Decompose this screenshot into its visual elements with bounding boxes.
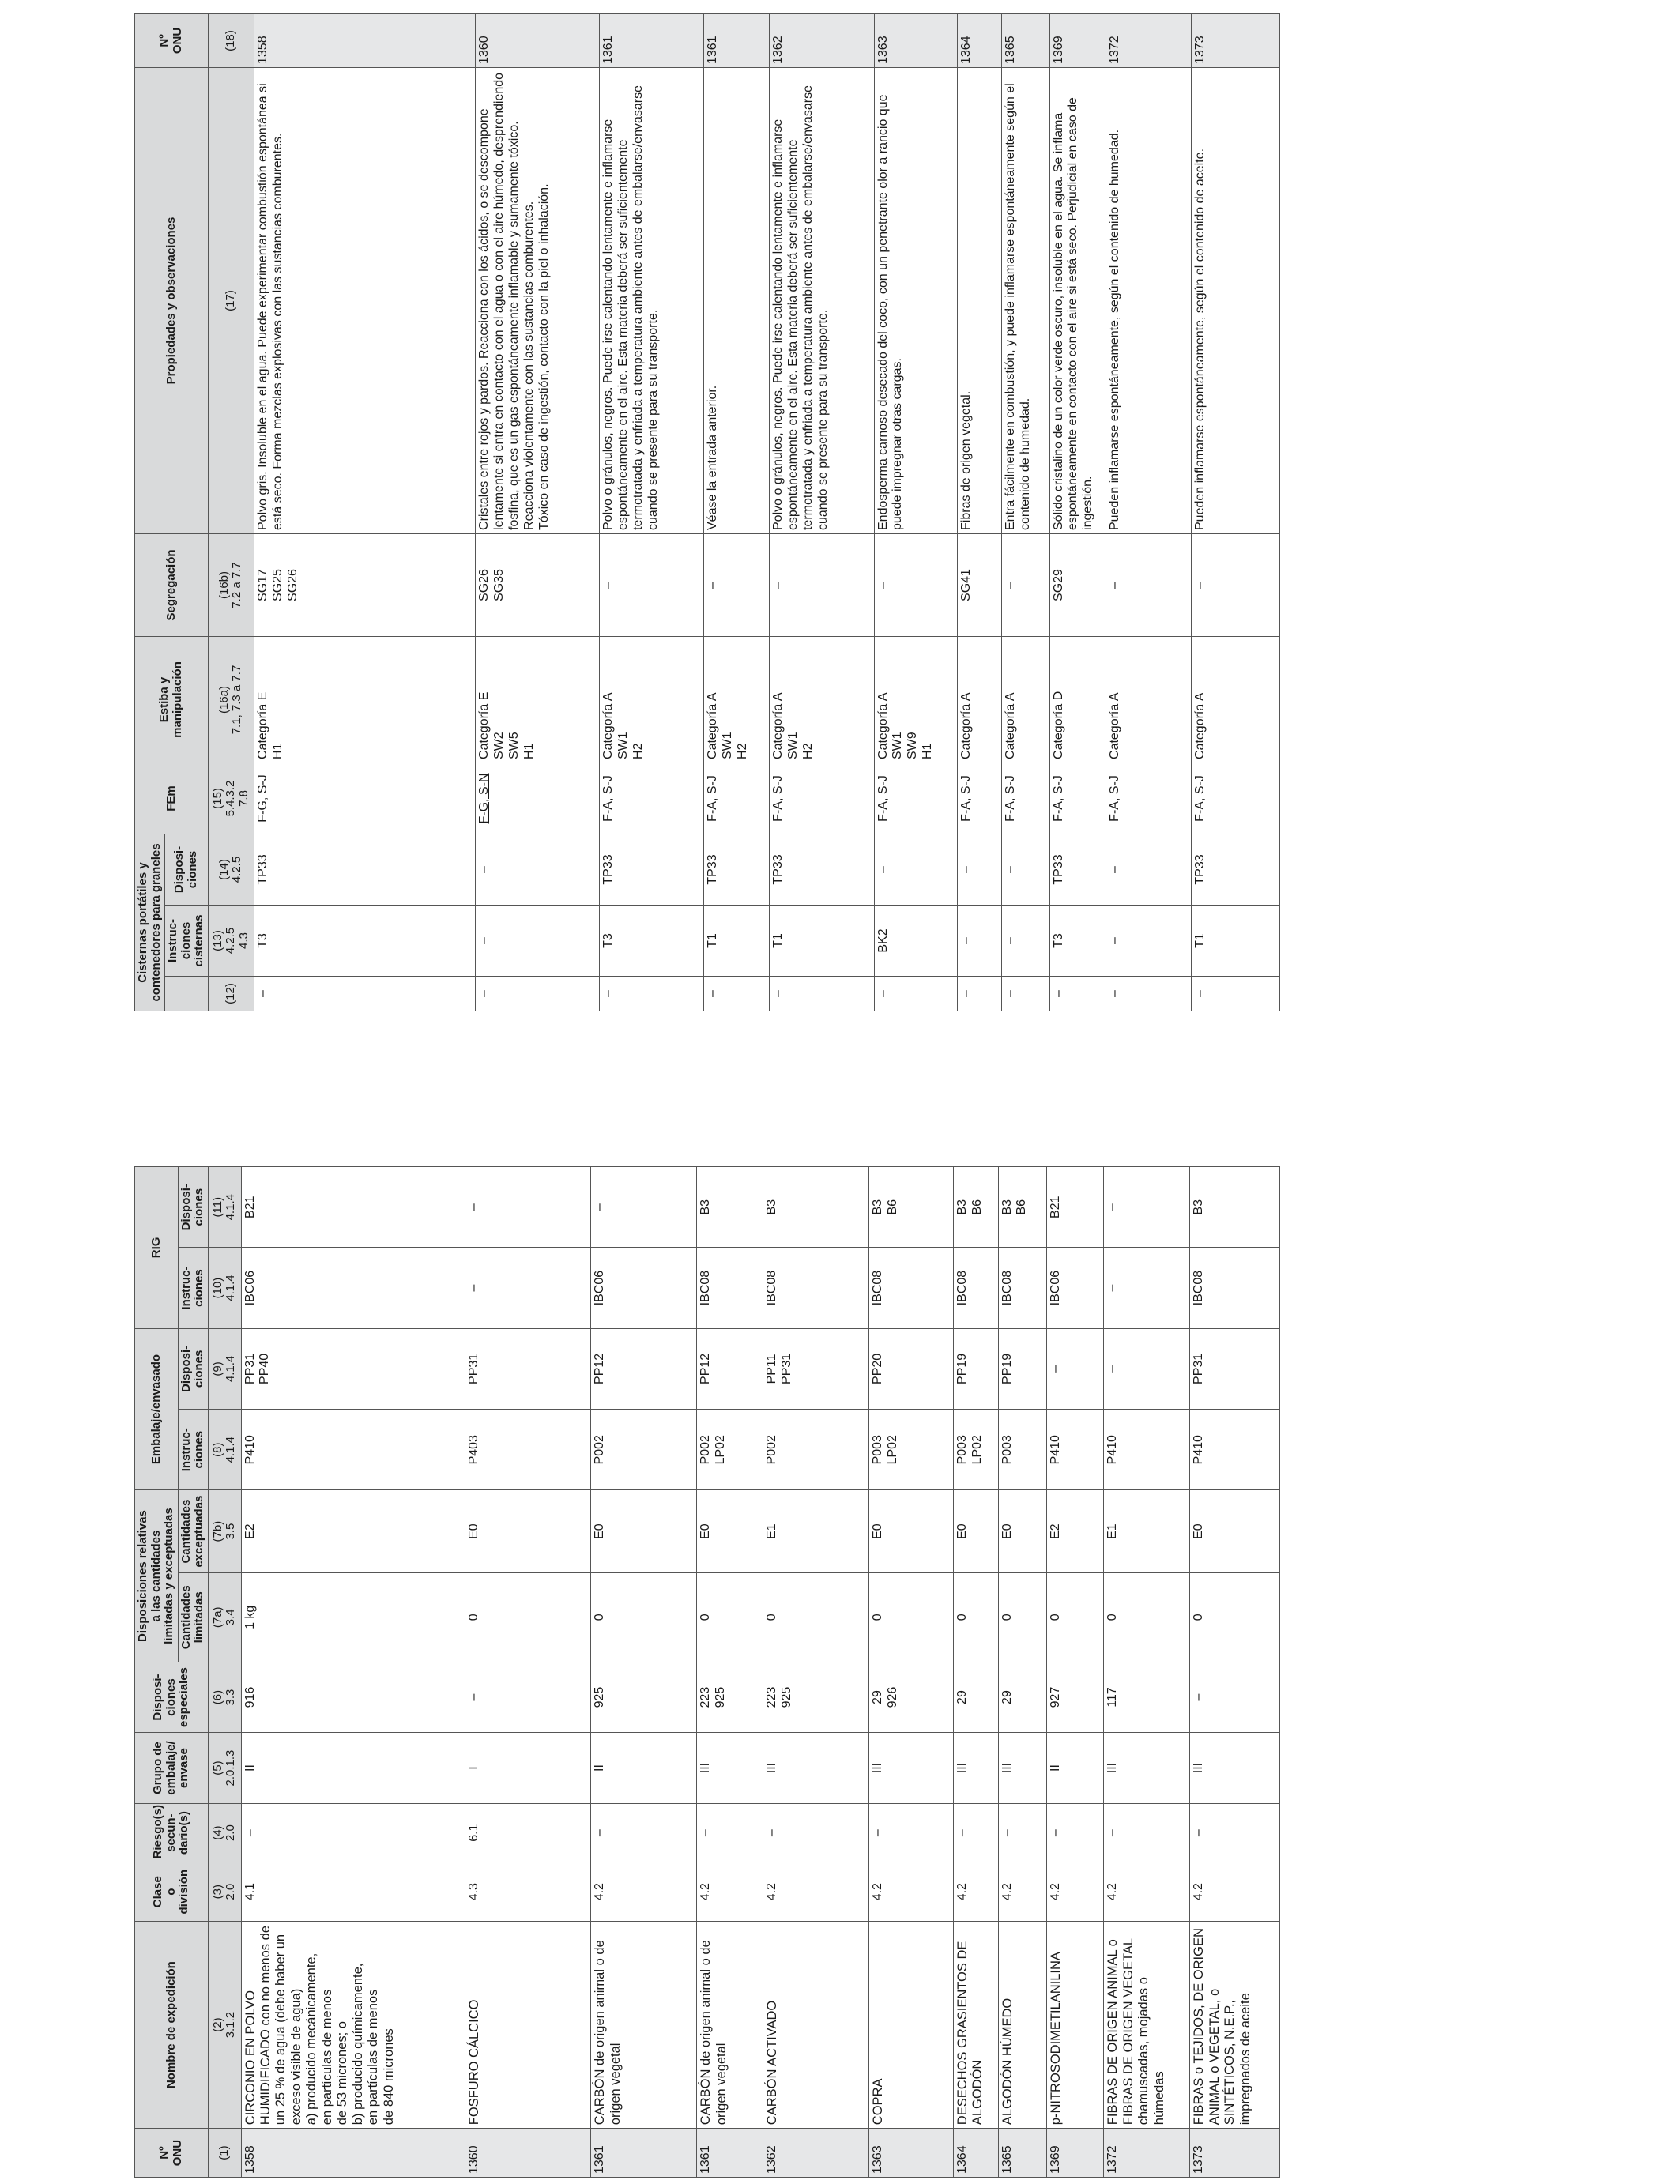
tank-instruction-cell: T3	[1049, 906, 1106, 977]
column-12-cell: –	[1049, 977, 1106, 1011]
ibc-instruction-cell: IBC08	[953, 1248, 998, 1328]
properties-cell: Cristales entre rojos y pardos. Reacciona con los ácidos, o se descompone lentamente si entra en contacto con el agua o con el aire húmedo, desprendiendo fosfina, que es un gas espontáneamente inflamable y sumamente tóxico. Reacciona violentamente con las sustancias comburentes. Tóxico en caso de ingestión, contacto con la piel o inhalación.	[476, 67, 600, 533]
ems-cell: F-A, S-J	[600, 763, 704, 834]
header-subsidiary-risk: Riesgo(s) secun- dario(s)	[135, 1803, 209, 1862]
limited-quantity-cell: 0	[869, 1572, 954, 1662]
column-12-cell: –	[704, 977, 770, 1011]
special-provisions-cell: 927	[1046, 1662, 1104, 1733]
tank-instruction-cell: T3	[254, 906, 476, 977]
subsidiary-risk-cell: –	[869, 1803, 954, 1862]
tank-provision-cell: –	[476, 834, 600, 905]
un-number-cell: 1363	[874, 13, 957, 67]
subsidiary-risk-cell: –	[953, 1803, 998, 1862]
column-number: (7a) 3.4	[208, 1572, 241, 1662]
ems-cell: F-A, S-J	[874, 763, 957, 834]
subsidiary-risk-cell: –	[591, 1803, 697, 1862]
ibc-instruction-cell: IBC08	[869, 1248, 954, 1328]
subsidiary-risk-cell: –	[241, 1803, 465, 1862]
class-cell: 4.2	[763, 1862, 869, 1922]
shipping-name-cell: COPRA	[869, 1922, 954, 2129]
un-number-cell: 1358	[241, 2129, 465, 2178]
ibc-instruction-cell: IBC06	[1046, 1248, 1104, 1328]
header-blank	[165, 977, 209, 1011]
limited-quantity-cell: 0	[1104, 1572, 1190, 1662]
un-number-cell: 1362	[763, 2129, 869, 2178]
shipping-name-cell: CIRCONIO EN POLVO HUMIDIFICADO con no menos de un 25 % de agua (debe haber un exceso visible de agua) a) producido mecánicamente, en partículas de menos de 53 micrones; o b) producido químicamente, en partículas de menos de 840 micrones	[241, 1922, 465, 2129]
table-row	[1190, 1167, 1280, 2178]
ibc-provision-cell: –	[591, 1167, 697, 1248]
header-shipping-name: Nombre de expedición	[135, 1922, 209, 2129]
class-cell: 4.2	[1046, 1862, 1104, 1922]
special-provisions-cell: 223 925	[697, 1662, 763, 1733]
packing-provision-cell: PP31	[465, 1328, 591, 1409]
packing-provision-cell: PP12	[697, 1328, 763, 1409]
subsidiary-risk-cell: –	[697, 1803, 763, 1862]
column-12-cell: –	[770, 977, 874, 1011]
tank-instruction-cell: –	[1106, 906, 1192, 977]
excepted-quantity-cell: E0	[998, 1490, 1046, 1572]
special-provisions-cell: 29	[998, 1662, 1046, 1733]
tank-provision-cell: –	[874, 834, 957, 905]
header-packing-instructions: Instruc- ciones	[178, 1410, 208, 1490]
packing-instruction-cell: P410	[241, 1410, 465, 1490]
table-row	[1002, 13, 1050, 1011]
packing-group-cell: III	[953, 1733, 998, 1804]
shipping-name-cell: p-NITROSODIMETILANILINA	[1046, 1922, 1104, 2129]
ems-cell: F-A, S-J	[704, 763, 770, 834]
packing-provision-cell: PP19	[998, 1328, 1046, 1409]
ems-cell: F-A, S-J	[1106, 763, 1192, 834]
header-portable-tanks-group: Cisternas portátiles y contenedores para graneles	[135, 834, 165, 1011]
properties-cell: Entra fácilmente en combustión, y puede inflamarse espontáneamente según el contenido de humedad.	[1002, 67, 1050, 533]
ibc-instruction-cell: IBC08	[1190, 1248, 1280, 1328]
tank-instruction-cell: T1	[704, 906, 770, 977]
ems-cell: F-A, S-J	[1049, 763, 1106, 834]
column-12-cell: –	[874, 977, 957, 1011]
header-segregation: Segregación	[135, 533, 209, 636]
ibc-provision-cell: B3	[1190, 1167, 1280, 1248]
tank-provision-cell: TP33	[770, 834, 874, 905]
class-cell: 4.1	[241, 1862, 465, 1922]
ibc-provision-cell: B21	[241, 1167, 465, 1248]
table-row	[697, 1167, 763, 2178]
packing-provision-cell: PP31 PP40	[241, 1328, 465, 1409]
segregation-cell: SG29	[1049, 533, 1106, 636]
header-packaging-group: Embalaje/envasado	[135, 1328, 179, 1490]
class-cell: 4.2	[1104, 1862, 1190, 1922]
packing-group-cell: III	[1190, 1733, 1280, 1804]
excepted-quantity-cell: E2	[1046, 1490, 1104, 1572]
excepted-quantity-cell: E1	[763, 1490, 869, 1572]
column-12-cell: –	[254, 977, 476, 1011]
dangerous-goods-list-part-1	[134, 1166, 1280, 2178]
packing-instruction-cell: P002	[763, 1410, 869, 1490]
segregation-cell: SG41	[957, 533, 1001, 636]
special-provisions-cell: –	[1190, 1662, 1280, 1733]
un-number-cell: 1364	[953, 2129, 998, 2178]
ibc-instruction-cell: –	[465, 1248, 591, 1328]
ibc-provision-cell: B3 B6	[953, 1167, 998, 1248]
packing-instruction-cell: P410	[1046, 1410, 1104, 1490]
column-number: (8) 4.1.4	[208, 1410, 241, 1490]
subsidiary-risk-cell: 6.1	[465, 1803, 591, 1862]
stowage-cell: Categoría D	[1049, 636, 1106, 763]
un-number-cell: 1358	[254, 13, 476, 67]
tank-provision-cell: –	[957, 834, 1001, 905]
excepted-quantity-cell: E0	[1190, 1490, 1280, 1572]
shipping-name-cell: FIBRAS o TEJIDOS, DE ORIGEN ANIMAL o VEGETAL, o SINTÉTICOS, N.E.P., impregnados de aceite	[1190, 1922, 1280, 2129]
column-number: (18)	[208, 13, 254, 67]
properties-cell: Véase la entrada anterior.	[704, 67, 770, 533]
special-provisions-cell: 916	[241, 1662, 465, 1733]
tank-instruction-cell: T1	[770, 906, 874, 977]
special-provisions-cell: 29 926	[869, 1662, 954, 1733]
packing-group-cell: III	[697, 1733, 763, 1804]
stowage-cell: Categoría E H1	[254, 636, 476, 763]
special-provisions-cell: –	[465, 1662, 591, 1733]
limited-quantity-cell: 1 kg	[241, 1572, 465, 1662]
properties-cell: Polvo gris. Insoluble en el agua. Puede experimentar combustión espontánea si está seco. Forma mezclas explosivas con las sustancias comburentes.	[254, 67, 476, 533]
column-number: (10) 4.1.4	[208, 1248, 241, 1328]
header-ems: FEm	[135, 763, 209, 834]
special-provisions-cell: 223 925	[763, 1662, 869, 1733]
table-row	[1106, 13, 1192, 1011]
tank-instruction-cell: –	[1002, 906, 1050, 977]
class-cell: 4.2	[591, 1862, 697, 1922]
excepted-quantity-cell: E0	[869, 1490, 954, 1572]
table-row	[763, 1167, 869, 2178]
header-un-number: Nº ONU	[135, 2129, 209, 2178]
stowage-cell: Categoría A	[957, 636, 1001, 763]
segregation-cell: –	[704, 533, 770, 636]
column-number: (17)	[208, 67, 254, 533]
stowage-cell: Categoría A	[1002, 636, 1050, 763]
properties-cell: Polvo o gránulos, negros. Puede irse calentando lentamente e inflamarse espontáneamente en el aire. Esta materia deberá ser suficientemente termotratada y enfriada a temperatura ambiente antes de embalarse/envasarse cuando se presente para su transporte.	[770, 67, 874, 533]
column-number: (14) 4.2.5	[208, 834, 254, 905]
un-number-cell: 1363	[869, 2129, 954, 2178]
excepted-quantity-cell: E0	[697, 1490, 763, 1572]
packing-group-cell: III	[1104, 1733, 1190, 1804]
subsidiary-risk-cell: –	[998, 1803, 1046, 1862]
packing-provision-cell: PP31	[1190, 1328, 1280, 1409]
tank-provision-cell: TP33	[1191, 834, 1279, 905]
ibc-provision-cell: B3	[697, 1167, 763, 1248]
ibc-provision-cell: B3 B6	[998, 1167, 1046, 1248]
ibc-provision-cell: B3 B6	[869, 1167, 954, 1248]
ems-cell: F-A, S-J	[1191, 763, 1279, 834]
table-row	[241, 1167, 465, 2178]
table-row	[874, 13, 957, 1011]
stowage-cell: Categoría A SW1 H2	[704, 636, 770, 763]
column-12-cell: –	[600, 977, 704, 1011]
ibc-provision-cell: B3	[763, 1167, 869, 1248]
un-number-cell: 1364	[957, 13, 1001, 67]
table-row	[770, 13, 874, 1011]
ems-cell: F-G, S-J	[254, 763, 476, 834]
column-12-cell: –	[1002, 977, 1050, 1011]
table-row	[1046, 1167, 1104, 2178]
class-cell: 4.2	[869, 1862, 954, 1922]
shipping-name-cell: ALGODÓN HÚMEDO	[998, 1922, 1046, 2129]
header-limited-excepted-group: Disposiciones relativas a las cantidades limitadas y exceptuadas	[135, 1490, 179, 1662]
header-class: Clase o división	[135, 1862, 209, 1922]
packing-provision-cell: PP20	[869, 1328, 954, 1409]
excepted-quantity-cell: E0	[465, 1490, 591, 1572]
un-number-cell: 1361	[600, 13, 704, 67]
segregation-cell: –	[874, 533, 957, 636]
tank-provision-cell: TP33	[1049, 834, 1106, 905]
table-row	[476, 13, 600, 1011]
column-number: (12)	[208, 977, 254, 1011]
ems-cell: F-G, S-N	[476, 763, 600, 834]
table-row	[869, 1167, 954, 2178]
packing-group-cell: I	[465, 1733, 591, 1804]
segregation-cell: –	[1002, 533, 1050, 636]
packing-provision-cell: PP12	[591, 1328, 697, 1409]
tank-instruction-cell: –	[957, 906, 1001, 977]
class-cell: 4.2	[998, 1862, 1046, 1922]
properties-cell: Pueden inflamarse espontáneamente, según el contenido de aceite.	[1191, 67, 1279, 533]
column-number: (16b) 7.2 a 7.7	[208, 533, 254, 636]
segregation-cell: –	[1191, 533, 1279, 636]
tank-provision-cell: –	[1106, 834, 1192, 905]
segregation-cell: –	[770, 533, 874, 636]
stowage-cell: Categoría A	[1191, 636, 1279, 763]
shipping-name-cell: FOSFURO CÁLCICO	[465, 1922, 591, 2129]
ibc-provision-cell: B21	[1046, 1167, 1104, 1248]
column-number: (1)	[208, 2129, 241, 2178]
class-cell: 4.2	[953, 1862, 998, 1922]
shipping-name-cell: DESECHOS GRASIENTOS DE ALGODÓN	[953, 1922, 998, 2129]
subsidiary-risk-cell: –	[1046, 1803, 1104, 1862]
packing-instruction-cell: P410	[1104, 1410, 1190, 1490]
dangerous-goods-list-part-2	[134, 14, 1280, 1011]
table-row	[953, 1167, 998, 2178]
shipping-name-cell: CARBÓN de origen animal o de origen vegetal	[591, 1922, 697, 2129]
special-provisions-cell: 925	[591, 1662, 697, 1733]
tank-provision-cell: TP33	[254, 834, 476, 905]
ems-cell: F-A, S-J	[957, 763, 1001, 834]
table-row	[1049, 13, 1106, 1011]
table-row	[254, 13, 476, 1011]
packing-provision-cell: –	[1104, 1328, 1190, 1409]
properties-cell: Sólido cristalino de un color verde oscuro, insoluble en el agua. Se inflama espontáneamente en contacto con el aire si está seco. Perjudicial en caso de ingestión.	[1049, 67, 1106, 533]
right-table-header	[135, 13, 254, 1011]
segregation-cell: –	[600, 533, 704, 636]
ems-cell: F-A, S-J	[770, 763, 874, 834]
un-number-cell: 1373	[1190, 2129, 1280, 2178]
shipping-name-cell: CARBÓN de origen animal o de origen vegetal	[697, 1922, 763, 2129]
properties-cell: Pueden inflamarse espontáneamente, según el contenido de humedad.	[1106, 67, 1192, 533]
packing-group-cell: III	[869, 1733, 954, 1804]
un-number-cell: 1365	[998, 2129, 1046, 2178]
limited-quantity-cell: 0	[591, 1572, 697, 1662]
properties-cell: Polvo o gránulos, negros. Puede irse calentando lentamente e inflamarse espontáneamente en el aire. Esta materia deberá ser suficientemente termotratada y enfriada a temperatura ambiente antes de embalarse/envasarse cuando se presente para su transporte.	[600, 67, 704, 533]
left-table	[134, 1166, 1280, 2178]
packing-instruction-cell: P003 LP02	[869, 1410, 954, 1490]
stowage-cell: Categoría A SW1 H2	[770, 636, 874, 763]
packing-instruction-cell: P002	[591, 1410, 697, 1490]
limited-quantity-cell: 0	[465, 1572, 591, 1662]
header-properties-observations: Propiedades y observaciones	[135, 67, 209, 533]
excepted-quantity-cell: E0	[953, 1490, 998, 1572]
ibc-instruction-cell: IBC06	[591, 1248, 697, 1328]
un-number-cell: 1361	[591, 2129, 697, 2178]
header-ibc-group: RIG	[135, 1167, 179, 1329]
header-un-number: Nº ONU	[135, 13, 209, 67]
class-cell: 4.3	[465, 1862, 591, 1922]
packing-group-cell: III	[998, 1733, 1046, 1804]
packing-provision-cell: –	[1046, 1328, 1104, 1409]
tank-provision-cell: TP33	[704, 834, 770, 905]
table-row	[600, 13, 704, 1011]
subsidiary-risk-cell: –	[763, 1803, 869, 1862]
excepted-quantity-cell: E2	[241, 1490, 465, 1572]
subsidiary-risk-cell: –	[1190, 1803, 1280, 1862]
table-row	[591, 1167, 697, 2178]
right-table-body	[254, 13, 1280, 1011]
limited-quantity-cell: 0	[697, 1572, 763, 1662]
header-ibc-instructions: Instruc- ciones	[178, 1248, 208, 1328]
un-number-cell: 1360	[465, 2129, 591, 2178]
excepted-quantity-cell: E1	[1104, 1490, 1190, 1572]
un-number-cell: 1361	[697, 2129, 763, 2178]
header-special-provisions: Disposi- ciones especiales	[135, 1662, 209, 1733]
tank-instruction-cell: –	[476, 906, 600, 977]
shipping-name-cell: FIBRAS DE ORIGEN ANIMAL o FIBRAS DE ORIGEN VEGETAL chamuscadas, mojadas o húmedas	[1104, 1922, 1190, 2129]
packing-instruction-cell: P410	[1190, 1410, 1280, 1490]
stowage-cell: Categoría A	[1106, 636, 1192, 763]
column-number: (11) 4.1.4	[208, 1167, 241, 1248]
header-tank-instructions: Instruc- ciones cisternas	[165, 906, 209, 977]
column-number: (16a) 7.1, 7.3 a 7.7	[208, 636, 254, 763]
column-12-cell: –	[476, 977, 600, 1011]
column-number: (6) 3.3	[208, 1662, 241, 1733]
un-number-cell: 1372	[1106, 13, 1192, 67]
packing-provision-cell: PP19	[953, 1328, 998, 1409]
limited-quantity-cell: 0	[998, 1572, 1046, 1662]
column-number: (2) 3.1.2	[208, 1922, 241, 2129]
segregation-cell: SG17 SG25 SG26	[254, 533, 476, 636]
un-number-cell: 1360	[476, 13, 600, 67]
tank-instruction-cell: T3	[600, 906, 704, 977]
column-12-cell: –	[1191, 977, 1279, 1011]
column-number: (15) 5.4.3.2 7.8	[208, 763, 254, 834]
column-number: (9) 4.1.4	[208, 1328, 241, 1409]
stowage-cell: Categoría A SW1 H2	[600, 636, 704, 763]
ibc-instruction-cell: –	[1104, 1248, 1190, 1328]
un-number-cell: 1373	[1191, 13, 1279, 67]
limited-quantity-cell: 0	[763, 1572, 869, 1662]
packing-group-cell: II	[1046, 1733, 1104, 1804]
header-stowage-handling: Estiba y manipulación	[135, 636, 209, 763]
stowage-cell: Categoría E SW2 SW5 H1	[476, 636, 600, 763]
header-excepted-quantities: Cantidades exceptuadas	[178, 1490, 208, 1572]
table-row	[998, 1167, 1046, 2178]
properties-cell: Endosperma carnoso desecado del coco, con un penetrante olor a rancio que puede impregnar otras cargas.	[874, 67, 957, 533]
tank-provision-cell: TP33	[600, 834, 704, 905]
tank-instruction-cell: BK2	[874, 906, 957, 977]
stowage-cell: Categoría A SW1 SW9 H1	[874, 636, 957, 763]
un-number-cell: 1365	[1002, 13, 1050, 67]
packing-group-cell: III	[763, 1733, 869, 1804]
column-number: (3) 2.0	[208, 1862, 241, 1922]
subsidiary-risk-cell: –	[1104, 1803, 1190, 1862]
table-row	[704, 13, 770, 1011]
header-ibc-provisions: Disposi- ciones	[178, 1167, 208, 1248]
excepted-quantity-cell: E0	[591, 1490, 697, 1572]
packing-group-cell: II	[591, 1733, 697, 1804]
un-number-cell: 1369	[1046, 2129, 1104, 2178]
packing-instruction-cell: P003 LP02	[953, 1410, 998, 1490]
left-table-header	[135, 1167, 242, 2178]
tank-instruction-cell: T1	[1191, 906, 1279, 977]
column-12-cell: –	[957, 977, 1001, 1011]
column-number: (7b) 3.5	[208, 1490, 241, 1572]
shipping-name-cell: CARBÓN ACTIVADO	[763, 1922, 869, 2129]
table-row	[1191, 13, 1279, 1011]
column-12-cell: –	[1106, 977, 1192, 1011]
un-number-cell: 1361	[704, 13, 770, 67]
un-number-cell: 1372	[1104, 2129, 1190, 2178]
special-provisions-cell: 29	[953, 1662, 998, 1733]
un-number-cell: 1362	[770, 13, 874, 67]
column-number: (5) 2.0.1.3	[208, 1733, 241, 1804]
packing-instruction-cell: P002 LP02	[697, 1410, 763, 1490]
packing-instruction-cell: P403	[465, 1410, 591, 1490]
class-cell: 4.2	[1190, 1862, 1280, 1922]
tank-provision-cell: –	[1002, 834, 1050, 905]
table-row	[957, 13, 1001, 1011]
limited-quantity-cell: 0	[1046, 1572, 1104, 1662]
segregation-cell: SG26 SG35	[476, 533, 600, 636]
column-number: (13) 4.2.5 4.3	[208, 906, 254, 977]
ibc-instruction-cell: IBC08	[763, 1248, 869, 1328]
header-tank-provisions: Disposi- ciones	[165, 834, 209, 905]
ibc-instruction-cell: IBC08	[697, 1248, 763, 1328]
ibc-provision-cell: –	[465, 1167, 591, 1248]
properties-cell: Fibras de origen vegetal.	[957, 67, 1001, 533]
packing-provision-cell: PP11 PP31	[763, 1328, 869, 1409]
column-number: (4) 2.0	[208, 1803, 241, 1862]
ibc-provision-cell: –	[1104, 1167, 1190, 1248]
header-packing-provisions: Disposi- ciones	[178, 1328, 208, 1409]
ems-cell: F-A, S-J	[1002, 763, 1050, 834]
special-provisions-cell: 117	[1104, 1662, 1190, 1733]
class-cell: 4.2	[697, 1862, 763, 1922]
left-table-body	[241, 1167, 1280, 2178]
packing-group-cell: II	[241, 1733, 465, 1804]
packing-instruction-cell: P003	[998, 1410, 1046, 1490]
table-row	[465, 1167, 591, 2178]
limited-quantity-cell: 0	[1190, 1572, 1280, 1662]
ibc-instruction-cell: IBC06	[241, 1248, 465, 1328]
segregation-cell: –	[1106, 533, 1192, 636]
table-row	[1104, 1167, 1190, 2178]
header-packing-group: Grupo de embalaje/ envase	[135, 1733, 209, 1804]
header-limited-quantities: Cantidades limitadas	[178, 1572, 208, 1662]
un-number-cell: 1369	[1049, 13, 1106, 67]
ibc-instruction-cell: IBC08	[998, 1248, 1046, 1328]
limited-quantity-cell: 0	[953, 1572, 998, 1662]
right-table	[134, 13, 1280, 1011]
